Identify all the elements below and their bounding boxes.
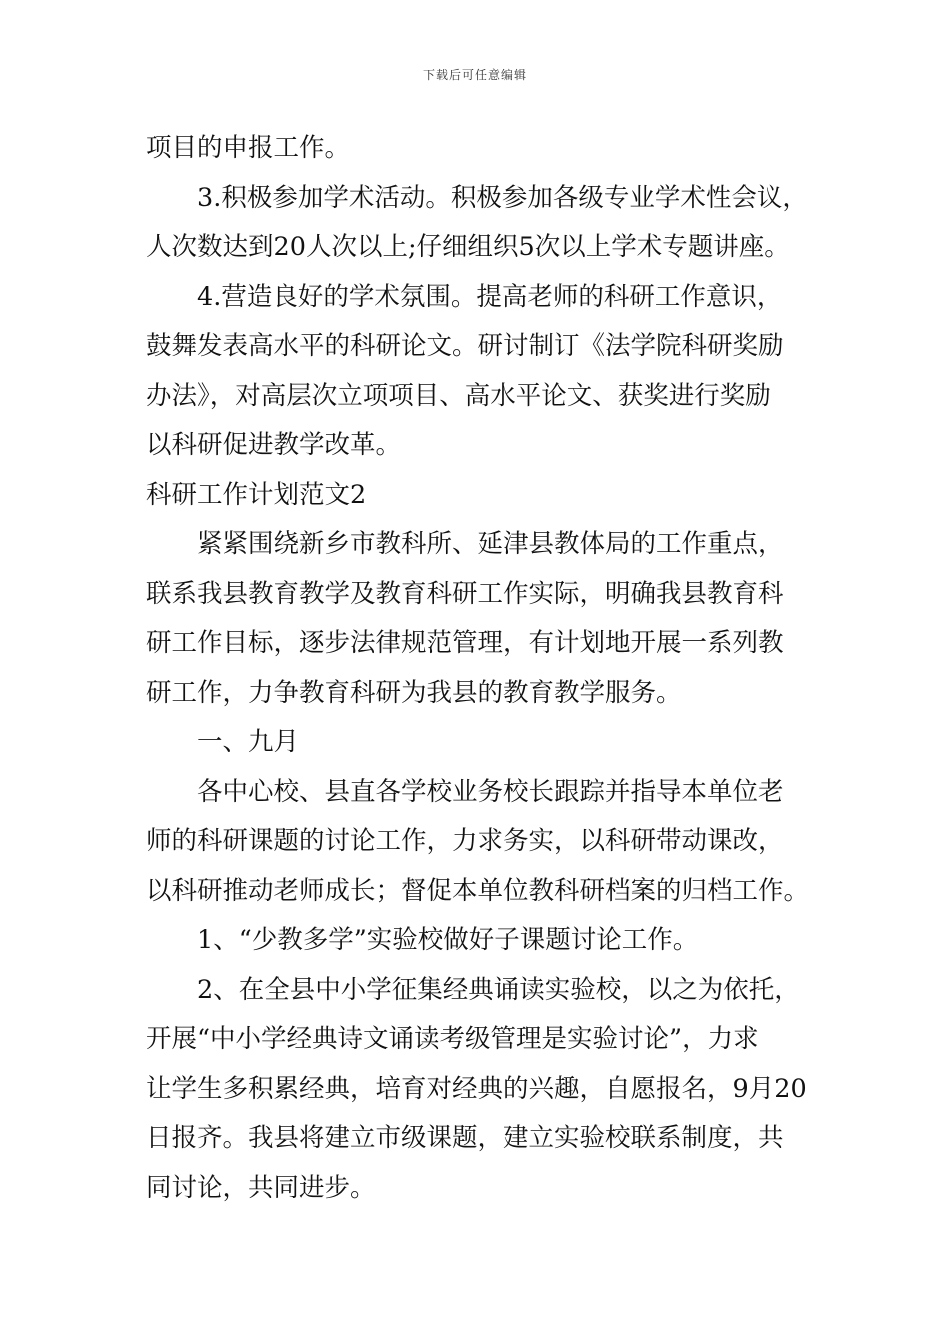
text-line: 4.营造良好的学术氛围。提高老师的科研工作意识， [197,281,783,312]
text-line: 让学生多积累经典，培育对经典的兴趣，自愿报名，9月20 [146,1073,807,1104]
text-line: 办法》，对高层次立项项目、高水平论文、获奖进行奖励 [146,380,771,411]
text-line: 紧紧围绕新乡市教科所、延津县教体局的工作重点， [197,529,784,559]
text-line: 2、在全县中小学征集经典诵读实验校，以之为依托， [197,974,800,1005]
text-line: 同讨论，共同进步。 [146,1172,376,1203]
text-line: 项目的申报工作。 [146,133,351,163]
text-line: 研工作，力争教育科研为我县的教育教学服务。 [146,677,682,708]
text-line: 开展“中小学经典诗文诵读考级管理是实验讨论”，力求 [146,1024,759,1054]
text-line: 人次数达到20人次以上;仔细组织5次以上学术专题讲座。 [146,232,790,262]
text-line: 3.积极参加学术活动。积极参加各级专业学术性会议， [197,182,808,213]
page-header: 下载后可任意编辑 [422,68,527,82]
text-line: 联系我县教育教学及教育科研工作实际，明确我县教育科 [146,578,784,609]
text-line: 以科研推动老师成长；督促本单位教科研档案的归档工作。 [146,875,810,906]
text-line: 以科研促进教学改革。 [146,430,402,460]
text-line: 研工作目标，逐步法律规范管理，有计划地开展一系列教 [146,628,784,658]
document-body [146,124,810,1213]
text-line: 科研工作计划范文2 [146,479,367,510]
text-line: 1、“少教多学”实验校做好子课题讨论工作。 [197,925,699,955]
text-line: 各中心校、县直各学校业务校长跟踪并指导本单位老 [197,776,784,807]
text-line: 日报齐。我县将建立市级课题，建立实验校联系制度，共 [146,1123,784,1153]
text-line: 鼓舞发表高水平的科研论文。研讨制订《法学院科研奖励 [146,331,784,361]
text-line: 师的科研课题的讨论工作，力求务实，以科研带动课改， [146,826,784,856]
text-line: 一、九月 [197,727,300,757]
